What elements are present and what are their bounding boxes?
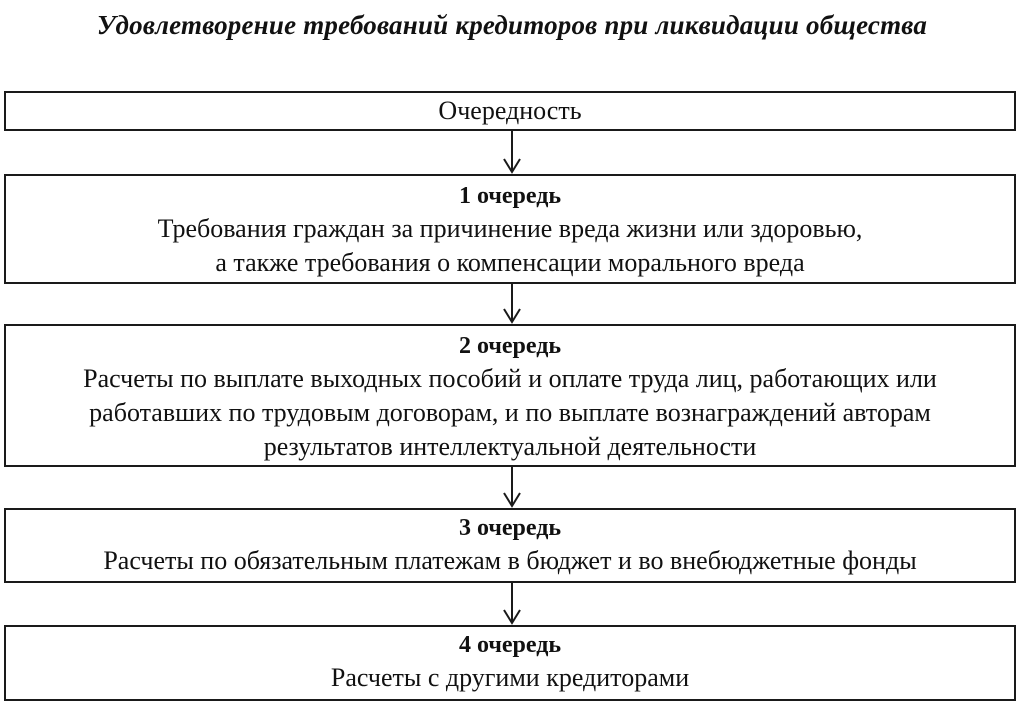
step-1-heading: 1 очередь (458, 183, 562, 209)
step-2-line-3: результатов интеллектуальной деятельности (263, 432, 757, 461)
box-priority (4, 91, 1016, 131)
arrow-down-icon (500, 131, 524, 174)
box-step-4 (4, 625, 1016, 701)
step-3-heading: 3 очередь (458, 515, 562, 541)
step-4-heading: 4 очередь (458, 632, 562, 658)
step-1-line-1: Требования граждан за причинение вреда жизни или здоровью, (157, 214, 863, 243)
step-3-line-1: Расчеты по обязательным платежам в бюджет и во внебюджетные фонды (103, 546, 917, 575)
box-step-2 (4, 324, 1016, 467)
box-step-3 (4, 508, 1016, 583)
box-priority-label: Очередность (438, 96, 582, 125)
arrow-down-icon (500, 467, 524, 508)
box-step-1 (4, 174, 1016, 284)
arrow-down-icon (500, 583, 524, 625)
step-4-line-1: Расчеты с другими кредиторами (330, 663, 690, 692)
step-1-line-2: а также требования о компенсации морального вреда (215, 248, 805, 277)
step-2-line-1: Расчеты по выплате выходных пособий и оплате труда лиц, работающих или (83, 364, 937, 393)
diagram-title: Удовлетворение требований кредиторов при ликвидации общества (96, 10, 928, 40)
step-2-heading: 2 очередь (458, 333, 562, 359)
step-2-line-2: работавших по трудовым договорам, и по выплате вознаграждений авторам (89, 398, 931, 427)
arrow-down-icon (500, 284, 524, 324)
